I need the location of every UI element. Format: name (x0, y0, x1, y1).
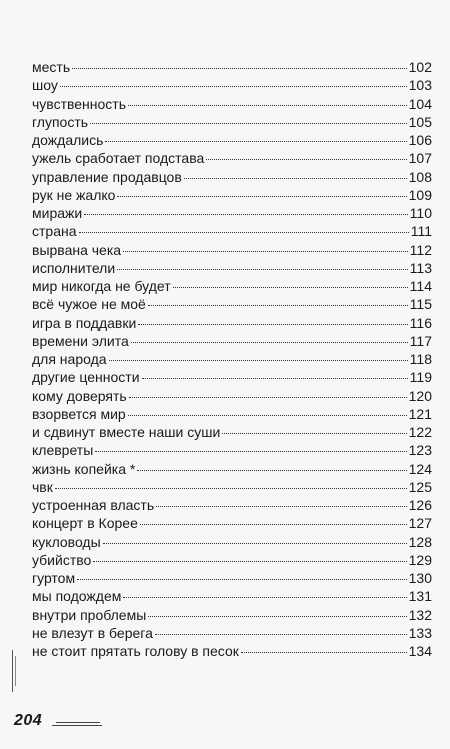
toc-entry (32, 642, 432, 660)
dot-leader (128, 104, 407, 106)
toc-entry (32, 551, 432, 569)
toc-entry-title: игра в поддавки (32, 314, 137, 331)
toc-entry-page: 130 (408, 570, 432, 586)
toc-entry-title: кукловоды (32, 533, 101, 550)
dot-leader (55, 487, 407, 489)
toc-entry (32, 441, 432, 459)
toc-entry-title: месть (32, 59, 71, 75)
toc-entry-title: не влезут в берега (32, 624, 153, 641)
toc-entry-page: 104 (408, 95, 432, 112)
dot-leader (155, 633, 407, 635)
toc-entry (32, 277, 432, 295)
toc-entry (32, 113, 432, 131)
toc-entry-title: взорвется мир (32, 405, 126, 422)
toc-entry (32, 368, 432, 386)
toc-entry (32, 514, 432, 532)
footer-rule (56, 722, 100, 723)
page-number: 204 (14, 712, 43, 729)
table-of-contents (32, 58, 432, 660)
toc-entry-page: 128 (408, 533, 432, 550)
toc-entry (32, 624, 432, 642)
toc-entry-title: и сдвинут вместе наши суши (32, 424, 221, 440)
toc-entry-page: 109 (408, 186, 432, 203)
toc-entry-title: клевреты (32, 442, 94, 459)
toc-entry-page: 120 (408, 387, 432, 404)
toc-entry-page: 122 (408, 424, 432, 440)
margin-line (12, 650, 13, 692)
toc-entry-page: 102 (408, 59, 432, 75)
margin-line (15, 656, 16, 686)
toc-entry-title: миражи (32, 205, 83, 221)
dot-leader (117, 268, 408, 270)
toc-entry-page: 115 (409, 296, 432, 313)
dot-leader (72, 67, 407, 69)
dot-leader (131, 341, 408, 343)
dot-leader (184, 177, 407, 179)
toc-entry (32, 204, 432, 222)
toc-entry-page: 121 (408, 405, 432, 422)
toc-entry-title: не стоит прятать голову в песок (32, 643, 239, 659)
toc-entry (32, 587, 432, 605)
toc-entry-page: 126 (408, 497, 432, 513)
toc-entry-title: концерт в Корее (32, 515, 138, 532)
toc-entry (32, 569, 432, 587)
toc-entry (32, 149, 432, 167)
toc-entry-page: 119 (409, 369, 432, 386)
toc-entry-title: внутри проблемы (32, 606, 147, 623)
toc-entry (32, 405, 432, 423)
toc-entry-title: мы подождем (32, 588, 122, 605)
toc-entry (32, 533, 432, 551)
toc-entry (32, 168, 432, 186)
dot-leader (84, 213, 407, 215)
toc-entry-title: страна (32, 223, 77, 240)
toc-entry (32, 241, 432, 259)
toc-entry-title: кому доверять (32, 387, 127, 404)
toc-entry-page: 127 (408, 515, 432, 532)
dot-leader (123, 250, 408, 252)
toc-entry-page: 125 (408, 478, 432, 495)
dot-leader (109, 359, 408, 361)
toc-entry-page: 134 (408, 643, 432, 659)
toc-entry (32, 460, 432, 478)
dot-leader (156, 505, 407, 507)
toc-entry-title: чвк (32, 478, 53, 495)
toc-entry-page: 123 (408, 442, 432, 459)
toc-entry (32, 387, 432, 405)
dot-leader (93, 560, 406, 562)
toc-entry-title: другие ценности (32, 369, 140, 386)
toc-entry (32, 186, 432, 204)
toc-entry-title: глупость (32, 113, 89, 130)
dot-leader (103, 542, 407, 544)
toc-entry-title: дождались (32, 132, 104, 148)
toc-entry (32, 496, 432, 514)
toc-entry (32, 131, 432, 149)
dot-leader (137, 469, 406, 471)
toc-entry-page: 131 (408, 588, 432, 605)
toc-entry (32, 95, 432, 113)
toc-entry-page: 105 (408, 113, 432, 130)
toc-entry-page: 108 (408, 168, 432, 185)
toc-entry-page: 110 (409, 205, 432, 221)
dot-leader (241, 651, 407, 653)
toc-entry-page: 112 (409, 241, 432, 258)
footer-rule (52, 725, 102, 726)
toc-entry-page: 118 (409, 351, 432, 367)
dot-leader (95, 450, 406, 452)
toc-entry-page: 111 (410, 223, 432, 240)
toc-entry-page: 129 (408, 551, 432, 568)
toc-entry-title: гуртом (32, 570, 76, 586)
toc-entry (32, 314, 432, 332)
dot-leader (60, 85, 407, 87)
toc-entry-title: вырвана чека (32, 241, 122, 258)
dot-leader (142, 377, 408, 379)
toc-entry (32, 295, 432, 313)
toc-entry-title: убийство (32, 551, 92, 568)
toc-entry-title: всё чужое не моё (32, 296, 146, 313)
dot-leader (148, 304, 408, 306)
dot-leader (138, 323, 407, 325)
toc-entry (32, 478, 432, 496)
toc-entry-page: 124 (408, 460, 432, 477)
dot-leader (148, 615, 406, 617)
toc-entry (32, 259, 432, 277)
toc-entry-page: 113 (409, 259, 432, 276)
dot-leader (128, 414, 407, 416)
dot-leader (206, 158, 406, 160)
toc-entry-page: 133 (408, 624, 432, 641)
dot-leader (222, 432, 406, 434)
toc-entry-page: 117 (409, 332, 432, 349)
dot-leader (140, 523, 407, 525)
toc-entry-title: устроенная власть (32, 497, 155, 513)
toc-entry-title: жизнь копейка * (32, 460, 136, 477)
toc-entry-title: чувственность (32, 95, 127, 112)
toc-entry (32, 222, 432, 240)
toc-entry (32, 58, 432, 76)
toc-entry (32, 332, 432, 350)
toc-entry-page: 114 (409, 278, 432, 294)
toc-entry (32, 350, 432, 368)
toc-entry-title: времени элита (32, 332, 129, 349)
toc-entry-page: 107 (408, 150, 432, 167)
toc-entry (32, 423, 432, 441)
toc-entry-page: 106 (408, 132, 432, 148)
dot-leader (90, 122, 407, 124)
toc-entry-title: рук не жалко (32, 186, 116, 203)
toc-entry-title: шоу (32, 77, 58, 94)
toc-entry-title: для народа (32, 351, 107, 367)
toc-entry-page: 103 (408, 77, 432, 94)
dot-leader (105, 140, 406, 142)
dot-leader (123, 596, 406, 598)
dot-leader (79, 231, 409, 233)
toc-entry-page: 116 (409, 314, 432, 331)
dot-leader (77, 578, 407, 580)
toc-entry-title: мир никогда не будет (32, 278, 171, 294)
dot-leader (173, 286, 408, 288)
toc-entry-title: исполнители (32, 259, 116, 276)
toc-entry-title: управление продавцов (32, 168, 182, 185)
toc-entry (32, 606, 432, 624)
toc-entry-page: 132 (408, 606, 432, 623)
toc-entry-title: ужель сработает подстава (32, 150, 205, 167)
toc-entry (32, 76, 432, 94)
dot-leader (129, 396, 407, 398)
dot-leader (117, 195, 406, 197)
